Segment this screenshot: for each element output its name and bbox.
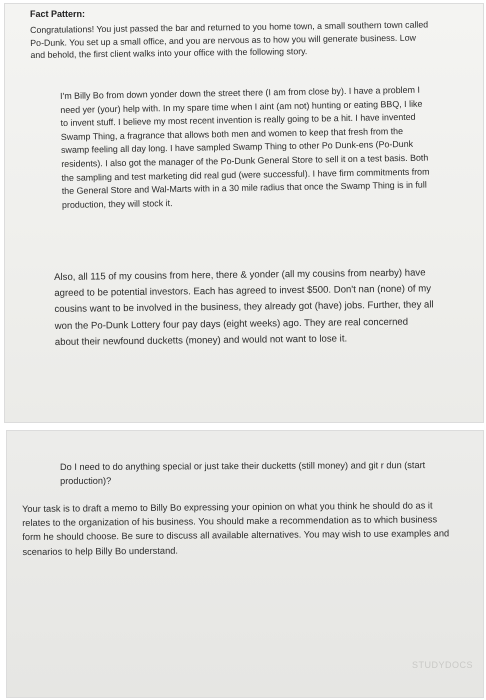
client-question-paragraph: Do I need to do anything special or just take their ducketts (still money) and git r dun (start production)? bbox=[60, 460, 426, 486]
assignment-task-paragraph: Your task is to draft a memo to Billy Bo expressing your opinion on what you think he should do as it relates to the organization of his business. You should make a recommendation as to which business form he should choose. Be sure to discuss all available alternatives. You may wish to use examples and scenarios to help Billy Bo understand. bbox=[22, 500, 450, 557]
client-story-paragraph-2: Also, all 115 of my cousins from here, there & yonder (all my cousins from nearby) have agreed to be potential investors. Each has agreed to invest $500. Don't nan (none) of my cousins want to be involved in the business, they already got (have) jobs. Further, they all won the Po-Dunk Lottery four pay days (eight weeks) ago. They are real concerned about their newfound ducketts (money) and would not want to lose it. bbox=[54, 267, 434, 348]
fact-pattern-heading: Fact Pattern: bbox=[30, 9, 86, 19]
intro-paragraph: Congratulations! You just passed the bar and returned to you home town, a small southern town called Po-Dunk. You set up a small office, and you are nervous as to how you will generate business. Low and behold, the first client walks into your office with the following story. bbox=[30, 19, 429, 61]
faint-watermark: STUDYDOCS bbox=[412, 660, 474, 670]
client-story-paragraph-1: I'm Billy Bo from down yonder down the street there (I am from close by). I have a problem I need yer (your) help with. In my spare time when I aint (am not) hunting or eating BBQ, I like to invent stuff. I believe my most recent invention is really going to be a hit. I have invented Swamp Thing, a fragrance that allows both men and women to keep that fresh from the swamp feeling all day long. I have sampled Swamp Thing to other Po Dunk-ens (Po-Dunk residents). I also got the manager of the Po-Dunk General Store to sell it on a test basis. Both the sampling and test marketing did real gud (were successful). I have firm commitments from the General Store and Wal-Marts with in a 30 mile radius that once the Swamp Thing is in full production, they will stock it. bbox=[60, 84, 430, 210]
page-top-sheet bbox=[4, 3, 484, 423]
